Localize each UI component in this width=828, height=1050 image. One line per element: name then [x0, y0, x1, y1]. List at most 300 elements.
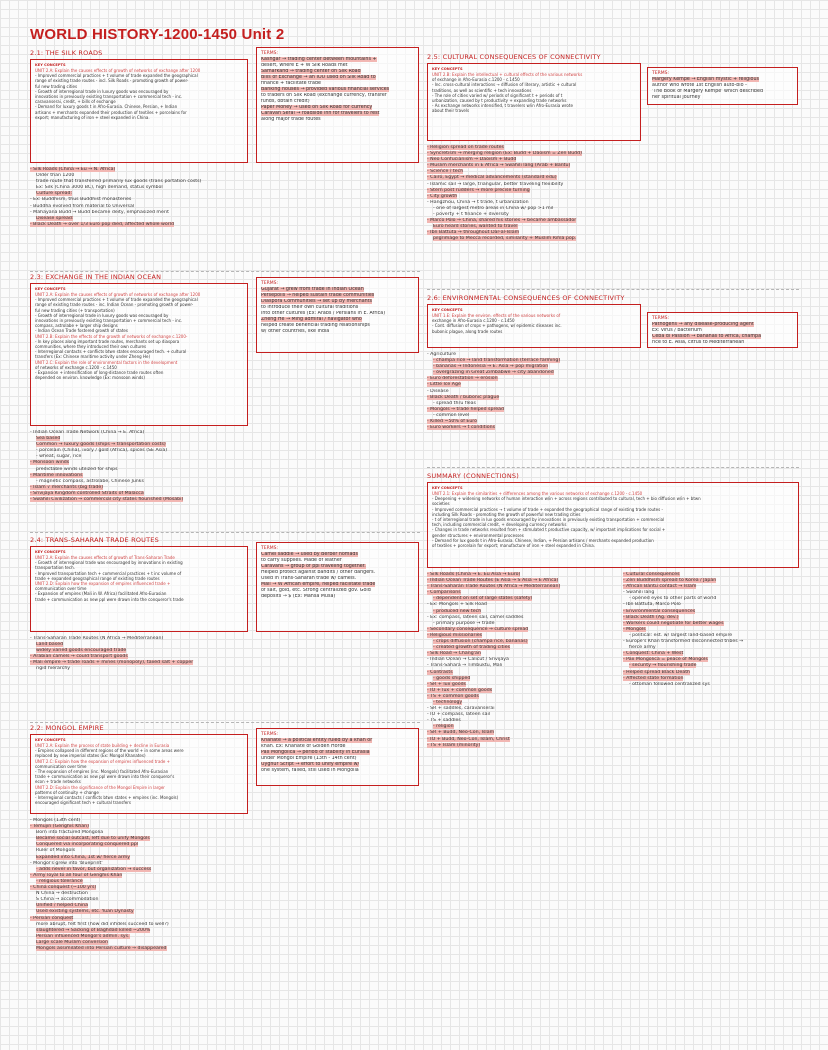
line-text: - Improved commercial practices → t volume of trade + expanded the geographical range of existing trade routes -	[432, 506, 663, 512]
line-text: - Growth of interregional trade in luxury goods was encouraged by	[35, 88, 169, 94]
line-text: encouraged significant tech + cultural transfers	[35, 800, 131, 806]
section-notes	[427, 145, 799, 243]
terms-list	[261, 57, 414, 123]
line-text: - religious tolerance	[36, 878, 83, 884]
term-text: Samarkand → trading center on Silk Road	[261, 69, 361, 74]
line-text: - Srivijaya Kingdom controlled Straits of Malacca	[30, 490, 144, 496]
terms-list	[652, 322, 793, 346]
line-text: UNIT 2.A: Explain the causes effects of growth of Trans-Saharan Trade	[35, 555, 175, 560]
term-text: 'The Book of Margery Kempe' which described	[652, 89, 764, 94]
line-text: - City growth	[427, 193, 458, 199]
key-concepts-label: KEY CONCEPTS	[432, 486, 463, 490]
line-text: - political: est. w/ largest land-based empire	[629, 632, 733, 638]
terms-box	[647, 312, 798, 348]
line-text: communication over time	[35, 586, 87, 592]
key-concepts-label: KEY CONCEPTS	[35, 63, 66, 67]
line-text: bubonic plague, along trade routes	[432, 328, 503, 334]
line-text: trade route that transferred primarily lux goods (trans portation costs)	[36, 179, 202, 185]
line-text: - Muslim merchants in E Africa → Swahili lang (Arab + Bantu)	[427, 163, 571, 169]
line-text: S China → accommodation	[36, 897, 99, 903]
line-text: - Cont. diffusion of crops + pathogens, w/ epidemic diseases inc.	[432, 323, 562, 329]
section-notes	[427, 352, 799, 431]
terms-list	[261, 738, 414, 774]
line-text: Ruler of Mongols	[36, 848, 76, 854]
line-text: Sea based	[36, 436, 61, 442]
line-text: - Inc. cross-cultural interactions → diffusion of literary, artistic + cultural	[432, 82, 577, 88]
line-text: Conquered via incorporating conquered ppl	[36, 842, 139, 848]
terms-label: TERMS:	[652, 316, 669, 321]
line-text: trade + communication as new ppl were drawn into their conqueror's	[35, 774, 175, 780]
section-2-1	[30, 49, 420, 228]
line-text: UNIT 2.D: Explain the significance of the Mongol Empire in larger	[35, 784, 165, 790]
line-text: - poverty + t finance + diversity	[433, 212, 509, 218]
line-text: - Silk Road → Chang'an	[427, 651, 481, 657]
line-text: - goods shipped	[433, 675, 471, 681]
line-text: compass, astrolabe + larger ship designs	[35, 323, 118, 329]
section-divider	[427, 467, 799, 468]
line-text: UNIT 2.C: Explain the role of environmental factors in the development	[35, 359, 178, 365]
line-text: - Science / tech	[427, 169, 464, 175]
key-concept-line	[432, 108, 636, 113]
term-text: along major trade routes	[261, 117, 321, 122]
key-concepts-box	[30, 734, 248, 814]
line-text: slaughtered → Sacking of Baghdad killed ~200%	[36, 927, 151, 933]
section-heading: 2.3: EXCHANGE IN THE INDIAN OCEAN	[30, 273, 162, 281]
line-text: - Swahili Civilization → commercial city states flourished (Mosabi)	[30, 497, 184, 503]
line-text: - Conquest: China + West	[623, 651, 684, 657]
line-text: - common level	[433, 412, 470, 418]
line-text: - Helped spread Black Death	[623, 669, 691, 675]
line-text: of textiles + porcelain for export; manufacture of iron + steel expanded in China.	[432, 543, 595, 549]
line-text: - Indian Ocean Trade fostered growth of states	[35, 328, 128, 334]
line-text: Large scale Muslim conversion	[36, 939, 108, 945]
line-text: export; manufacturing of iron + steel expanded in China.	[35, 114, 150, 120]
term-text: Zheng He → Ming admiral / navigator who	[261, 317, 362, 322]
line-text: Used existing systems, etc. Yuan Dynasty	[36, 909, 134, 915]
section-divider	[30, 271, 420, 272]
line-text: - Zen Buddhism spread to Korea / Japan	[623, 578, 717, 584]
line-text: - Pax Mongolica = peace of Mongols	[623, 657, 708, 663]
term-text: her spiritual journey	[652, 95, 701, 100]
line-text: - religion	[433, 724, 454, 730]
line-text: - Little Ice Age	[427, 382, 461, 388]
term-line	[652, 340, 793, 346]
term-text: khan. Ex: Khanate of Golden Horde	[261, 744, 346, 749]
line-text: - opened eyes to other parts of world	[629, 596, 717, 602]
line-text: - ottoman followed centralized sys	[629, 681, 710, 687]
key-concepts-label: KEY CONCEPTS	[35, 287, 66, 291]
section-2-6	[427, 294, 799, 431]
line-text: - Disease	[427, 388, 449, 394]
term-text: Margery Kempe → English mystic + religious	[652, 77, 760, 82]
term-text: Ex: virus / bacterium	[652, 328, 702, 333]
line-text: - As exchange networks intensified, t travelers w/in Afro-Eurasia wrote	[432, 103, 573, 109]
line-text: UNIT 2.A: Explain the causes effects of growth of networks of exchange after 1200	[35, 68, 201, 73]
term-text: Gujarat → grew from trade in Indian Ocean	[261, 287, 364, 292]
line-text: Common → luxury goods (ships → transportation costs)	[36, 442, 166, 448]
line-text: - The role of cities varied w/ periods of significant t + periods of t	[432, 92, 563, 98]
term-text: funds, obtain credit)	[261, 99, 310, 104]
term-line	[652, 95, 793, 101]
term-text: to traders on Silk Road (exchange currency, transfer	[261, 93, 387, 98]
key-concepts-label: KEY CONCEPTS	[432, 67, 463, 71]
line-text: - Agriculture	[427, 352, 456, 357]
key-concepts-label: KEY CONCEPTS	[35, 550, 66, 554]
line-text: - Trans-Saharan Trade Routes (N Africa → Mediterranean)	[30, 636, 164, 641]
line-text: trade + communication as new ppl were drawn into the conqueror's trade	[35, 596, 184, 602]
section-divider	[30, 532, 420, 533]
line-text: - technology	[433, 699, 463, 705]
line-text: N China → destruction	[36, 891, 88, 897]
term-text: finance + facilitate trade	[261, 81, 321, 86]
line-text: - Demand for lux goods t in Afro-Eurasia. Chinese, Indian, + Persian artisans / merchants expanded production	[432, 537, 654, 543]
line-text: - TS + common goods	[427, 693, 479, 699]
line-text: - Secondary consequence → culture spread	[427, 626, 529, 632]
line-text: traditions, as well as scientific + tech innovations	[432, 87, 532, 93]
line-text: replaced by new imperial states (Ex: Mongol Khanates)	[35, 753, 146, 759]
line-text: communities, where they introduced their own cultures	[35, 344, 147, 350]
line-text: - Ibn Battuta → throughout Dar-al-Islam	[427, 230, 520, 236]
key-concepts-list	[432, 313, 636, 334]
line-text: - Silk Roads (China → E. Eu Asia → Euro)	[427, 572, 521, 577]
line-text: - Trans-Saharan Trade Routes (N Africa → Mediterranean)	[427, 584, 561, 590]
key-concepts-list	[432, 491, 794, 548]
terms-label: TERMS:	[261, 546, 278, 551]
terms-list	[652, 77, 793, 101]
line-text: - Demand for luxury goods t in Afro-Eurasia. Chinese, Persian, + Indian	[35, 104, 178, 110]
term-text: to carry supplies. Made of leather	[261, 558, 342, 563]
line-text: econ + trade networks	[35, 779, 81, 785]
section-heading: 2.2: MONGOL EMPIRE	[30, 724, 104, 732]
line-text: - Mali empire → trade roads + mines (monopoly), taxed salt + copper	[30, 660, 194, 666]
section-notes	[30, 430, 420, 503]
line-text: - Interregional contacts / conflicts btwn states + empires (inc. Mongols)	[35, 795, 179, 801]
line-text: tech, including commercial credit, + developing currency networks	[432, 522, 567, 528]
line-text: - Deepening + widening networks of human interaction w/in + across regions contributed to cultural, tech + bio diffusion w/in + btwn	[432, 496, 701, 502]
line-text: - Islam √ merchants (big trade)	[30, 484, 104, 490]
line-text: Older than 1200	[36, 173, 75, 179]
term-text: Kashgar → trading center between mountains +	[261, 57, 377, 62]
line-text: - dependent on set of large states (safety)	[433, 596, 533, 602]
note-line	[30, 946, 420, 952]
line-text: - Improved commercial practices + t volume of trade expanded the geographical	[35, 73, 198, 79]
note-line	[427, 743, 617, 749]
term-text: Bills of Exchange → an IOU used on Silk Road to	[261, 75, 376, 80]
line-text: UNIT 2.B: Explain the effects of the growth of networks of exchange c.1200-	[35, 333, 188, 339]
term-text: author who wrote 1st English auto-bio -	[652, 83, 747, 88]
line-text: - Syncretism → merging religion (Ex: Budd + Daoism = Zen Budd)	[427, 151, 582, 157]
key-concept-line	[35, 375, 243, 380]
key-concepts-box	[427, 482, 799, 568]
line-text: Mongols assimilated into Persian culture → disappeared	[36, 945, 167, 951]
section-heading: SUMMARY (CONNECTIONS)	[427, 472, 519, 480]
section-notes	[30, 167, 420, 228]
term-line	[261, 329, 414, 335]
term-text: of salt, gold, etc. Strong centralized gov. Gold	[261, 588, 371, 593]
line-text: Expanded into China, 1st w/ fierce army	[36, 854, 131, 860]
line-text: - overgrazing in Great Zimbabwe → city abandoned	[433, 370, 554, 376]
terms-box	[256, 728, 419, 786]
note-line	[623, 682, 799, 688]
line-text: fierce army	[629, 645, 656, 651]
terms-box	[256, 47, 419, 163]
line-text: - created growth of trading cities	[433, 645, 511, 651]
line-text: - SR + lux goods	[427, 681, 466, 687]
line-text: - Army loyal to all four of Genghis Khan	[30, 872, 123, 878]
line-text: about their travels	[432, 108, 470, 114]
line-text: range of existing trade routes - inc. Indian Ocean - promoting growth of power-	[35, 302, 194, 308]
line-text: - adds never in favor, but organization → success	[36, 866, 152, 872]
line-text: Disease spread:	[36, 215, 74, 221]
line-text: - Indian Ocean → Calicut / Srivijaya	[427, 657, 509, 663]
term-text: Khanate → a political entity ruled by a khan or	[261, 738, 373, 743]
note-line	[427, 425, 799, 431]
note-line	[427, 236, 799, 242]
term-text: Uyghur Script → effort to unify empire w/	[261, 762, 360, 767]
line-text: - Ex: compass, lateen sail, camel saddles	[427, 614, 524, 620]
line-text: - porcelain (China), ivory / gold (Africa), spices (SE Asia)	[36, 448, 168, 454]
key-concept-line	[35, 800, 243, 805]
term-text: desert, where E + W Silk Roads met	[261, 63, 348, 68]
line-text: innovations in previously existing transportation + commercial tech - inc.	[35, 94, 183, 100]
line-text: range of existing trade routes - incl. Silk Roads - promoting growth of power-	[35, 78, 189, 84]
line-text: ful new trading cities	[35, 83, 78, 89]
term-text: one system, failed, still used in Mongolia	[261, 768, 359, 773]
line-text: predictable winds utilized for ships	[36, 466, 118, 472]
line-text: UNIT 2.A: Explain the causes effects of growth of networks of exchange after 1200	[35, 292, 201, 297]
key-concept-line	[432, 543, 794, 548]
line-text: - SR + Budd, Neo-Con, Islam	[427, 730, 495, 736]
key-concepts-box	[30, 59, 248, 163]
line-text: - Cairo, Egypt → medical advancements (standard edu)	[427, 175, 557, 181]
line-text: trade + expanded geographical range of existing trade routes	[35, 575, 160, 581]
line-text: Ex: Silk (China 3000 BC), high demand, status symbol	[36, 185, 163, 191]
line-text: UNIT 2.D: Explain how the expansion of empires influenced trade +	[35, 581, 171, 587]
line-text: - Ex: Mongols + Silk Road	[427, 602, 487, 608]
term-text: Pax Mongolica → period of stability in Eurasia	[261, 750, 370, 755]
line-text: - primary purpose → trade	[433, 620, 495, 626]
line-text: - Hangzhou, China → t trade, t urbanization	[427, 199, 529, 205]
terms-label: TERMS:	[261, 732, 278, 737]
line-text: - Mongols (13th cent)	[30, 818, 81, 823]
term-text: Pathogens → any disease-producing agent	[652, 322, 754, 327]
line-text: communication over time	[35, 763, 87, 769]
line-text: - Persian conquest	[30, 915, 74, 921]
term-text: Paper Money → used on Silk Road for currency	[261, 105, 373, 110]
term-text: helped create beneficial trading relationships	[261, 323, 370, 328]
term-text: Persepolis → helped sustain trade communities	[261, 293, 375, 298]
line-text: - Black Death / bubonic plague	[427, 394, 500, 400]
line-text: - African Bantu contact → Islam	[623, 584, 697, 590]
summary-notes-left	[427, 572, 617, 749]
key-concepts-box	[30, 546, 248, 632]
page-title: WORLD HISTORY-1200-1450 Unit 2	[30, 26, 285, 43]
line-text: rigid hierarchy	[36, 666, 71, 672]
line-text: - Swahili lang	[623, 590, 655, 596]
line-text: innovations in previously existing transportation + commercial tech - inc.	[35, 318, 183, 324]
line-text: Euro heard stories, wanted to travel	[433, 224, 518, 230]
line-text: of networks of exchange c.1200 - c.1450	[35, 364, 117, 370]
terms-box	[256, 542, 419, 632]
line-text: - SR + saddles, caravanserai	[427, 706, 495, 712]
term-text: into other cultures (Ex: Arabs / Persians in E. Africa)	[261, 311, 386, 316]
line-text: - one of largest metro areas in China w/ pop >1 mil	[433, 205, 554, 211]
line-text: - IO + Budd, Neo-Con, Islam, Christ	[427, 736, 510, 742]
line-text: - magnetic compass, astrolabe, Chinese Junks	[36, 478, 144, 484]
line-text: artisans + merchants expanded their production of textiles + porcelains for	[35, 109, 187, 115]
line-text: - Black Death (Ag. dev.)	[623, 614, 679, 620]
line-text: - IO + lux + common goods	[427, 687, 493, 693]
line-text: - Indian Ocean Trade Routes (E Asia → S Asia → E Africa)	[427, 578, 559, 584]
terms-box	[647, 67, 798, 105]
line-text: patterns of continuity + change	[35, 789, 99, 795]
section-divider	[427, 289, 799, 290]
line-text: - Islamic sail → large, triangular, better traveling flexibility	[427, 181, 564, 187]
line-text: - Contrasts	[427, 669, 453, 675]
line-text: - Empires collapsed in different regions of the world + in some areas were	[35, 748, 184, 754]
line-text: - TS + Islam (minority)	[427, 742, 481, 748]
line-text: Persian influenced Mongol's admin. sys.	[36, 933, 130, 939]
line-text: - Euro workers → t conditions	[427, 425, 496, 431]
line-text: gender structures + environmental processes	[432, 532, 524, 538]
note-line	[30, 666, 420, 672]
section-divider	[30, 722, 420, 723]
line-text: - Comparisons	[427, 590, 461, 596]
term-text: Caravan Serai → roadside inn for travelers to rest	[261, 111, 380, 116]
line-text: - Black Death → over 1/3 Euro pop died, affected whole world	[30, 221, 174, 227]
line-text: - Ex: Buddhism, thus Buddhist monasteries	[30, 197, 132, 203]
section-notes	[30, 636, 420, 673]
line-text: - Stern post rudders → more precise turning	[427, 187, 530, 193]
line-text: - TS + saddles	[427, 718, 461, 724]
term-line	[261, 117, 414, 123]
term-text: Banking houses → provided various financial services	[261, 87, 390, 92]
key-concept-line	[35, 115, 243, 120]
line-text: - Mongols → trade helped spread	[427, 406, 505, 412]
term-line	[261, 594, 414, 600]
term-text: Camel saddle → used by Berber nomads	[261, 552, 358, 557]
note-line	[30, 222, 420, 228]
key-concepts-list	[35, 292, 243, 380]
line-text: Became social outcast, left due to unify Mongols	[36, 836, 150, 842]
line-text: including Silk Roads - promoting the growth of powerful new trading cities	[432, 511, 581, 517]
line-text: - China conquest (~100 yrs)	[30, 885, 97, 891]
term-text: w/ other countries, like India	[261, 329, 330, 334]
line-text: transportation tech.	[35, 565, 75, 571]
line-text: - Growth of interregional trade in luxury goods was encouraged by	[35, 312, 169, 318]
line-text: exchange in Afro-Eurasia c.1200 - c.1450	[432, 318, 515, 324]
key-concepts-label: KEY CONCEPTS	[35, 738, 66, 742]
line-text: - Mahayana Budd → Budd became deity, emphasized merit	[30, 209, 169, 215]
line-text: - Improved transportation tech + commercial practices + t inc volume of	[35, 570, 182, 576]
line-text: UNIT 2.C: Explain how the expansion of empires influenced trade +	[35, 758, 171, 764]
line-text: caravanserai, credit, + bills of exchange	[35, 99, 116, 105]
term-text: rice to E. Asia, citrus to Mediterranean	[652, 340, 745, 345]
line-text: urbanization, caused by t productivity + expanding trade networks	[432, 98, 567, 104]
line-text: - Cultural consequences	[623, 572, 680, 577]
terms-label: TERMS:	[652, 71, 669, 76]
line-text: Born into fractured Mongolia	[36, 830, 104, 836]
line-text: - t of interregional trade in lux goods encouraged by innovations in previously existing transportation + commercial	[432, 517, 665, 523]
line-text: - IO + compass, lateen sail	[427, 712, 491, 718]
line-text: - Growth of interregional trade was encouraged by innovations in existing	[35, 560, 183, 566]
key-concepts-list	[35, 743, 243, 805]
line-text: - Killed ~50% of Euro	[427, 419, 477, 425]
term-text: deposits → $ (Ex: Mansa Musa)	[261, 594, 336, 599]
line-text: widely varied goods encouraged trade	[36, 648, 127, 654]
term-text: Mali → W African empire, helped facilitate trade	[261, 582, 376, 587]
key-concept-line	[432, 329, 636, 334]
terms-label: TERMS:	[261, 51, 278, 56]
line-text: - Trans-Sahara → Timbuktu, Mali	[427, 663, 503, 669]
line-text: - Changes in trade networks resulted from + stimulated t productive capacity, w/ important implications for social +	[432, 527, 666, 533]
line-text: - Workers could negotiate for better wages	[623, 620, 724, 626]
line-text: - Indian Ocean Trade Network (China → E. Africa)	[30, 430, 145, 435]
line-text: - Europe's Khan transformed disconnected tribes →	[623, 639, 744, 645]
line-text: - produced new tech	[433, 608, 482, 614]
key-concepts-box	[427, 304, 641, 348]
line-text: - Neo Confucianism → Daoism + Budd	[427, 157, 517, 163]
key-concepts-box	[30, 283, 248, 426]
line-text: - Interregional contacts + conflicts btwn states encouraged tech. + cultural	[35, 349, 187, 355]
term-text: under Mongol Empire (13th - 14th cent)	[261, 756, 357, 761]
line-text: - Monsoon winds	[30, 460, 70, 466]
term-text: Used in Trans-Saharan trade w/ camels.	[261, 576, 357, 581]
section-heading: 2.4: TRANS-SAHARAN TRADE ROUTES	[30, 536, 159, 544]
term-text: Ceba di Passion → bananas to Africa, champa	[652, 334, 762, 339]
key-concepts-label: KEY CONCEPTS	[432, 308, 463, 312]
section-heading: 2.6: ENVIRONMENTAL CONSEQUENCES OF CONNECTIVITY	[427, 294, 625, 302]
line-text: - Temujin (Genghis Khan)	[30, 824, 89, 830]
line-text: - Religious missionaries	[427, 632, 483, 638]
line-text: - Expansion of empires (Mali in W. Africa) facilitated Afro-Eurasian	[35, 591, 167, 597]
section-heading: 2.5: CULTURAL CONSEQUENCES OF CONNECTIVITY	[427, 53, 601, 61]
line-text: - Mongols	[623, 626, 646, 632]
line-text: UNIT 2.1: Explain the similarities + differences among the various networks of exchange c.1200 - c.1450	[432, 491, 643, 496]
term-text: Diaspora Communities → set up by merchants	[261, 299, 373, 304]
line-text: - Improved commercial practices + t volume of trade expanded the geographical	[35, 297, 198, 303]
line-text: - Religion spread on trade routes	[427, 145, 504, 150]
line-text: - Euro deforestation → erosion	[427, 376, 498, 382]
line-text: - Mongol's grew into 'blueprint'	[30, 860, 103, 866]
key-concepts-box	[427, 63, 641, 141]
line-text: pilgrimage to Mecca recorded, similarity + Muslim Rihla pop.	[433, 236, 577, 242]
section-notes	[30, 818, 420, 952]
section-2-2	[30, 724, 420, 952]
terms-label: TERMS:	[261, 281, 278, 286]
line-text: - Expansion + intensification of long-distance trade routes often	[35, 370, 164, 376]
line-text: - wheat, sugar, rice	[36, 454, 82, 460]
terms-list	[261, 287, 414, 335]
line-text: UNIT 2.A: Explain the process of state building + decline in Eurasia	[35, 743, 170, 748]
line-text: UNIT 2.B: Explain the intellectual + cultural effects of the various networks	[432, 72, 583, 77]
section-2-4	[30, 536, 420, 673]
line-text: UNIT 1.E: Explain the environ. effects of the various networks of	[432, 313, 561, 318]
key-concept-line	[35, 597, 243, 602]
line-text: - Maritime innovations	[30, 472, 83, 478]
section-summary	[427, 472, 799, 822]
line-text: - champa rice → land transformation (terrace farming)	[433, 358, 561, 364]
section-2-5	[427, 53, 799, 243]
line-text: Unified / helped China	[36, 903, 88, 909]
line-text: - Silk Roads (China → Eu → N. Africa)	[30, 167, 116, 172]
line-text: ful new trading cities (+ transportation)	[35, 307, 115, 313]
line-text: - The expansion of empires (inc. Mongols) facilitated Afro-Eurasian	[35, 769, 169, 775]
line-text: of exchange in Afro-Eurasia c.1200 - c.1450	[432, 77, 520, 83]
line-text: - bananas → Indonesia → E. Asia → pop migration	[433, 364, 549, 370]
key-concepts-list	[432, 72, 636, 114]
line-text: societies	[432, 501, 450, 507]
